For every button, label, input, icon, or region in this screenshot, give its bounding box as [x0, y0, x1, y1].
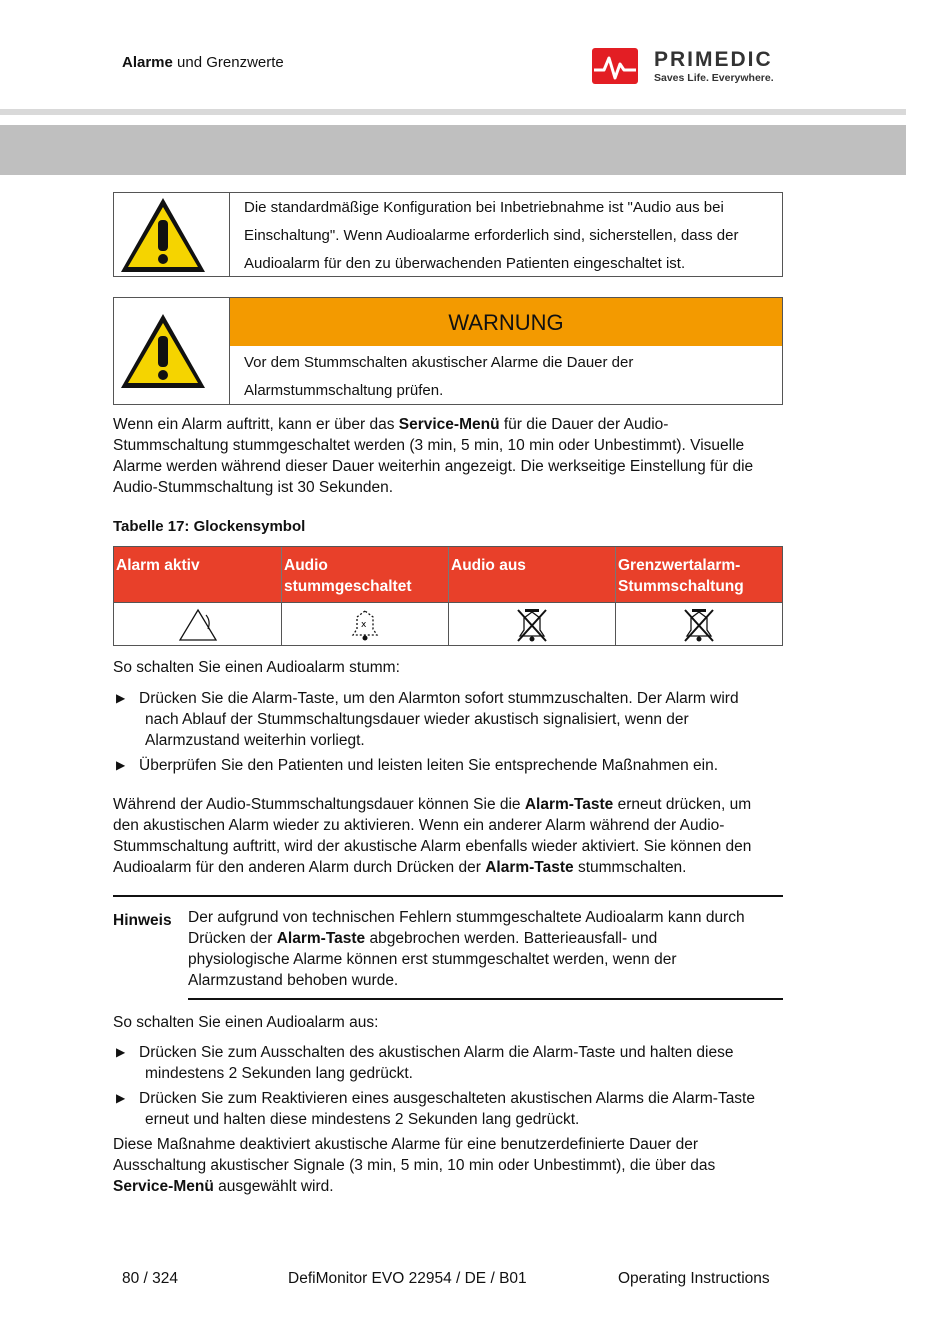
notice-box [113, 192, 783, 277]
table-cell [449, 602, 616, 646]
list-item: ▶ Überprüfen Sie den Patienten und leisten leiten Sie entsprechende Maßnahmen ein. [116, 757, 719, 774]
footer-document-type: Operating Instructions [618, 1270, 770, 1287]
table-header-cell: Grenzwertalarm- Stummschaltung [616, 547, 782, 602]
paragraph-deactivate: Diese Maßnahme deaktiviert akustische Alarme für eine benutzerdefinierte Dauer der Ausschaltung akustischer Signale (3 min, 5 min, 10 min oder Unbestimmt), die über das Service-Menü ausgewählt wird. [113, 1136, 716, 1195]
header-divider [0, 109, 906, 115]
table-cell [114, 602, 282, 646]
primedic-logo [592, 46, 782, 86]
bullet-arrow-icon: ▶ [116, 691, 126, 705]
table-caption: Tabelle 17: Glockensymbol [113, 518, 306, 535]
note-bottom-rule [188, 998, 783, 1000]
warning-line: Alarmstummschaltung prüfen. [244, 382, 444, 399]
table-cell [616, 602, 782, 646]
note-label: Hinweis [113, 912, 172, 929]
table-header-cell: Audio aus [449, 547, 616, 602]
section-intro-off: So schalten Sie einen Audioalarm aus: [113, 1014, 379, 1031]
notice-line: Die standardmäßige Konfiguration bei Inbetriebnahme ist "Audio aus bei [244, 199, 724, 216]
warning-triangle-icon [117, 310, 209, 392]
notice-line: Einschaltung". Wenn Audioalarme erforderlich sind, sicherstellen, dass der [244, 227, 739, 244]
warning-header [230, 298, 782, 346]
table-header-cell: Audio stummgeschaltet [282, 547, 449, 602]
footer-document-id: DefiMonitor EVO 22954 / DE / B01 [288, 1270, 527, 1287]
logo-tagline: Saves Life. Everywhere. [654, 72, 774, 84]
bullet-arrow-icon: ▶ [116, 758, 126, 772]
section-band [0, 125, 906, 175]
warning-box [113, 297, 783, 405]
warning-triangle-icon [117, 194, 209, 276]
list-item: ▶ Drücken Sie zum Reaktivieren eines ausgeschalteten akustischen Alarms die Alarm-Taste erneut und halten diese mindestens 2 Sekunden lang gedrückt. [116, 1090, 755, 1128]
table-cell [282, 602, 449, 646]
footer-page-number: 80 / 324 [122, 1270, 179, 1287]
bullet-arrow-icon: ▶ [116, 1045, 126, 1059]
list-item: ▶ Drücken Sie zum Ausschalten des akustischen Alarm die Alarm-Taste und halten diese mindestens 2 Sekunden lang gedrückt. [116, 1044, 734, 1082]
table-header-cell: Alarm aktiv [114, 547, 282, 602]
paragraph-reactivate: Während der Audio-Stummschaltungsdauer können Sie die Alarm-Taste erneut drücken, um den akustischen Alarm wieder zu aktivieren. Wenn ein anderer Alarm während der Audio- Stummschaltung auftritt, wird der akustische Alarm ebenfalls wieder aktiviert. Sie können den Audioalarm für den anderen Alarm durch Drücken der Alarm-Taste stummschalten. [113, 796, 752, 876]
bullet-arrow-icon: ▶ [116, 1091, 126, 1105]
logo-word: PRIMEDIC [654, 48, 773, 71]
bell-off-icon [512, 607, 552, 643]
note-top-rule [113, 895, 783, 897]
bell-off-limit-icon [679, 607, 719, 643]
bell-symbol-table [113, 546, 783, 646]
warning-line: Vor dem Stummschalten akustischer Alarme die Dauer der [244, 354, 634, 371]
svg-text:x: x [361, 620, 367, 630]
note-text: Der aufgrund von technischen Fehlern stummgeschaltete Audioalarm kann durch Drücken der Alarm-Taste abgebrochen werden. Batterieausfall- und physiologische Alarme können erst stummgeschaltet werden, wenn der Alarmzustand behoben wurde. [188, 909, 745, 989]
heartbeat-logo-icon [592, 46, 644, 86]
notice-line: Audioalarm für den zu überwachenden Patienten eingeschaltet ist. [244, 255, 686, 272]
page-header-title: Alarme und Grenzwerte [122, 54, 284, 71]
section-intro-mute: So schalten Sie einen Audioalarm stumm: [113, 659, 400, 676]
paragraph-intro: Wenn ein Alarm auftritt, kann er über das Service-Menü für die Dauer der Audio- Stummschaltung stummgeschaltet werden (3 min, 5 min, 10 min oder Unbestimmt). Visuelle Alarme werden während dieser Dauer weiterhin angezeigt. Die werkseitige Einstellung für die Audio-Stummschaltung ist 30 Sekunden. [113, 416, 754, 496]
warning-heading: WARNUNG [448, 310, 564, 335]
bell-muted-icon [345, 607, 385, 643]
bell-active-icon [178, 607, 218, 643]
list-item: ▶ Drücken Sie die Alarm-Taste, um den Alarmton sofort stummzuschalten. Der Alarm wird nach Ablauf der Stummschaltungsdauer wieder akustisch signalisiert, wenn der Alarmzustand weiterhin vorliegt. [116, 690, 739, 749]
